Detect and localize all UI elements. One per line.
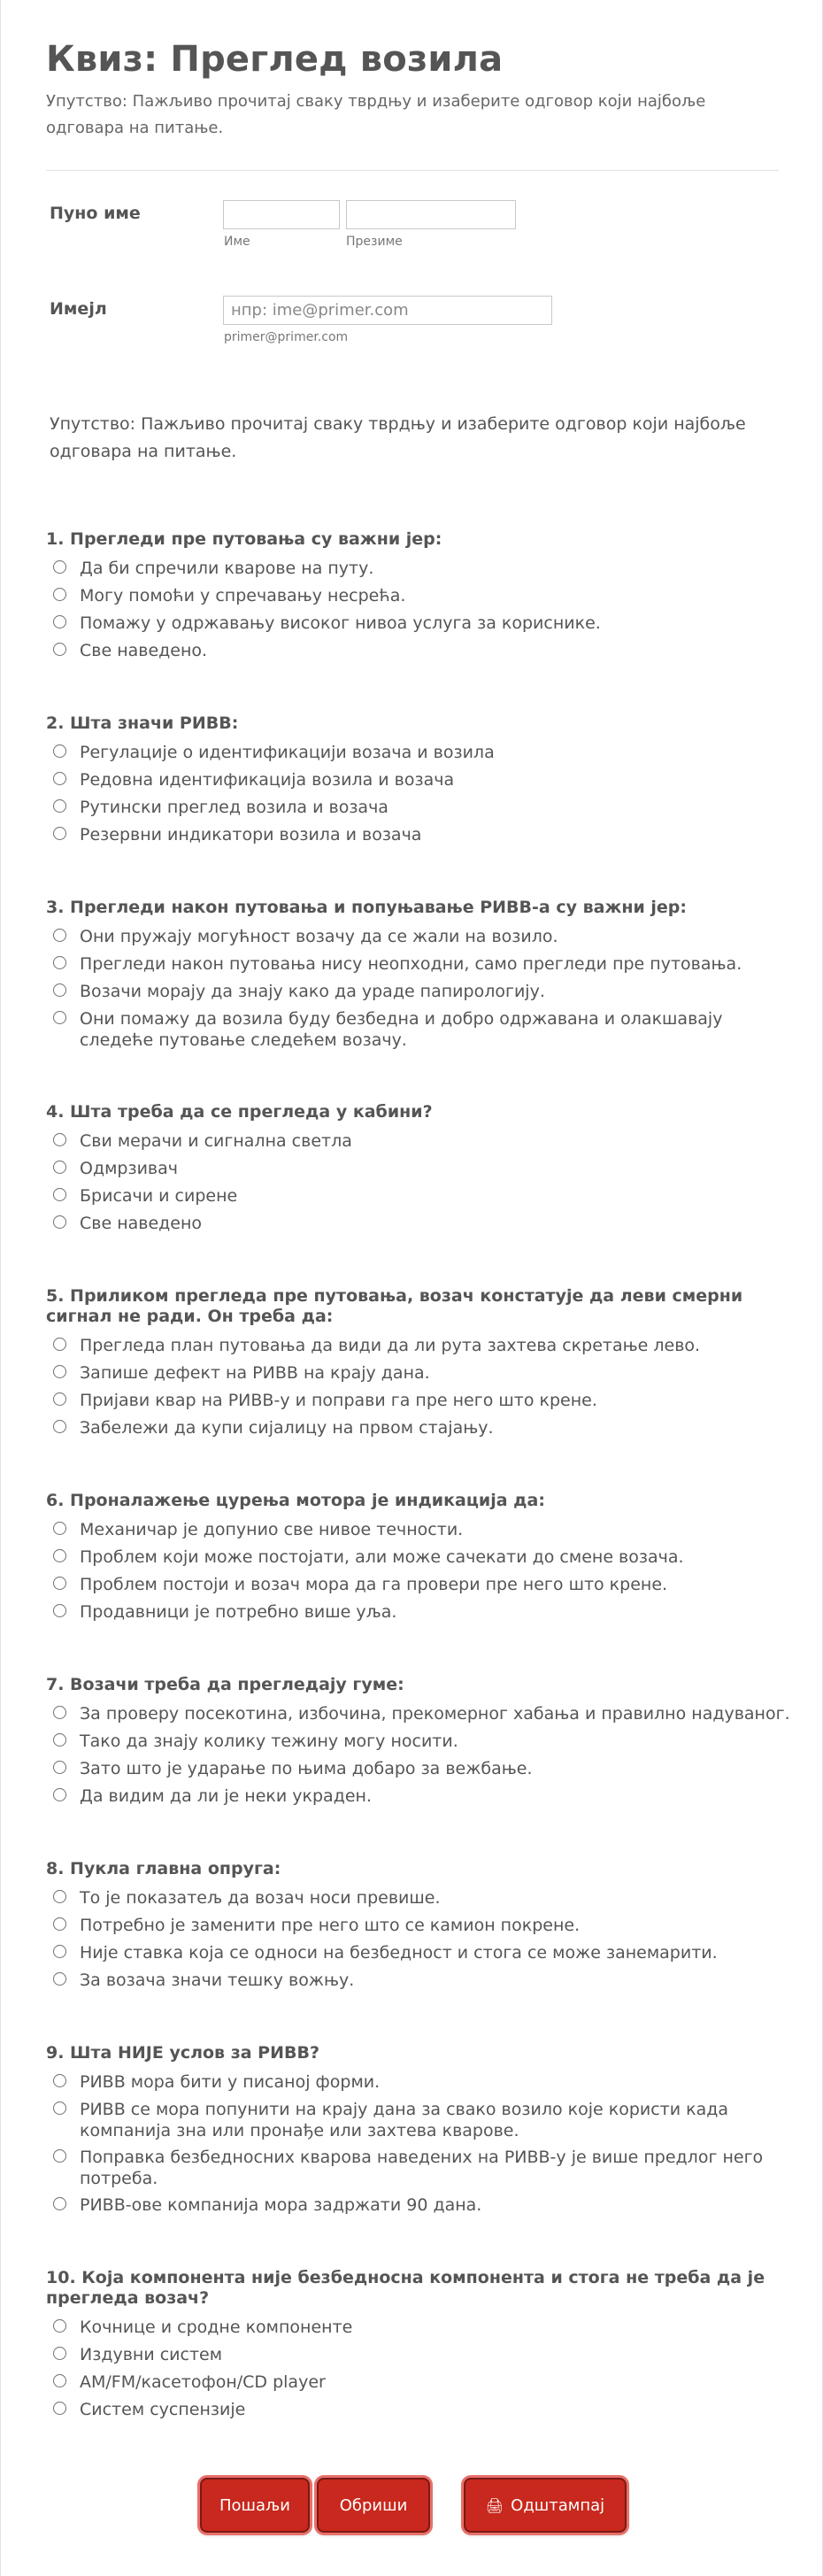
option-label: РИВВ се мора попунити на крају дана за свако возило које користи када компанија зна или пронађе или захтева кварове. <box>80 2100 729 2140</box>
option-label: Брисачи и сирене <box>80 1186 238 1206</box>
answer-option[interactable] <box>53 1731 796 1752</box>
option-label: Поправка безбедносних кварова наведених на РИВВ-у је више предлог него потреба. <box>80 2148 764 2188</box>
instructions-text: Упутство: Пажљиво прочитај сваку тврдњу и изаберите одговор који најбоље одговара на питање. <box>50 414 746 461</box>
answer-option[interactable] <box>53 1574 796 1595</box>
answer-option[interactable] <box>53 1335 796 1356</box>
answer-option[interactable] <box>53 2344 796 2365</box>
radio-button[interactable] <box>53 1365 66 1378</box>
option-label: Забележи да купи сијалицу на првом стајању. <box>80 1418 494 1438</box>
answer-option[interactable] <box>53 585 796 606</box>
page-subtitle: Упутство: Пажљиво прочитај сваку тврдњу и изаберите одговор који најбоље одговара на питање. <box>46 92 706 137</box>
option-label: Све наведено <box>80 1214 203 1233</box>
first-name-sublabel: Име <box>224 235 250 249</box>
option-label: Систем суспензије <box>80 2400 246 2419</box>
answer-option[interactable] <box>53 2372 796 2393</box>
answer-option[interactable] <box>53 1417 796 1438</box>
answer-option[interactable] <box>53 1008 796 1051</box>
option-label: Механичар је допунио све нивое течности. <box>80 1520 464 1539</box>
answer-option[interactable] <box>53 2399 796 2420</box>
question-title: 4. Шта треба да се прегледа у кабини? <box>46 1102 433 1122</box>
option-label: Прегледи након путовања нису неопходни, само прегледи пре путовања. <box>80 954 742 974</box>
radio-button[interactable] <box>53 2149 66 2163</box>
option-label: Регулације о идентификацији возача и возила <box>80 743 495 762</box>
clear-button[interactable] <box>317 2478 430 2533</box>
radio-button[interactable] <box>53 1733 66 1747</box>
answer-option[interactable] <box>53 640 796 661</box>
option-label: РИВВ-ове компанија мора задржати 90 дана. <box>80 2195 482 2215</box>
option-label: Помажу у одржавању високог нивоа услуга за кориснике. <box>80 613 601 633</box>
first-name-input[interactable] <box>223 200 340 229</box>
radio-button[interactable] <box>53 1604 66 1617</box>
email-sublabel: primer@primer.com <box>224 330 349 344</box>
option-label: Могу помоћи у спречавању несрећа. <box>80 586 406 605</box>
radio-button[interactable] <box>53 1522 66 1535</box>
question-title: 10. Која компонента није безбедносна компонента и стога не треба да је прегледа возач? <box>46 2268 765 2308</box>
question-title: 3. Прегледи након путовања и попуњавање РИВВ-а су важни јер: <box>46 898 688 917</box>
answer-option[interactable] <box>53 1601 796 1623</box>
answer-option[interactable] <box>53 1185 796 1207</box>
option-label: Издувни систем <box>80 2345 223 2364</box>
radio-button[interactable] <box>53 2347 66 2360</box>
option-label: Проблем постоји и возач мора да га провери пре него што крене. <box>80 1575 668 1594</box>
radio-button[interactable] <box>53 2319 66 2333</box>
answer-option[interactable] <box>53 1703 796 1724</box>
question-title: 9. Шта НИЈЕ услов за РИВВ? <box>46 2043 319 2063</box>
answer-option[interactable] <box>53 1158 796 1179</box>
radio-button[interactable] <box>53 1133 66 1146</box>
radio-button[interactable] <box>53 2102 66 2115</box>
question-title: 7. Возачи треба да прегледају гуме: <box>46 1675 404 1694</box>
option-label: Проблем који може постојати, али може сачекати до смене возача. <box>80 1547 684 1567</box>
option-label: Кочнице и сродне компоненте <box>80 2318 353 2337</box>
radio-button[interactable] <box>53 2197 66 2210</box>
option-label: Све наведено. <box>80 641 208 660</box>
answer-option[interactable] <box>53 742 796 763</box>
radio-button[interactable] <box>53 615 66 629</box>
radio-button[interactable] <box>53 1549 66 1562</box>
answer-option[interactable] <box>53 2071 796 2093</box>
radio-button[interactable] <box>53 1706 66 1719</box>
email-label: Имејл <box>50 299 107 319</box>
submit-button-label: Пошаљи <box>219 2495 290 2515</box>
question-title: 2. Шта значи РИВВ: <box>46 713 239 733</box>
answer-option[interactable] <box>53 2317 796 2338</box>
radio-button[interactable] <box>53 1188 66 1201</box>
radio-button[interactable] <box>53 2374 66 2387</box>
answer-option[interactable] <box>53 769 796 791</box>
answer-option[interactable] <box>53 558 796 579</box>
option-label: РИВВ мора бити у писаној форми. <box>80 2072 381 2092</box>
radio-button[interactable] <box>53 2074 66 2087</box>
radio-button[interactable] <box>53 744 66 758</box>
radio-button[interactable] <box>53 1011 66 1024</box>
answer-option[interactable] <box>53 824 796 845</box>
option-label: Зато што је ударање по њима добаро за вежбање. <box>80 1759 533 1778</box>
option-label: Прегледа план путовања да види да ли рута захтева скретање лево. <box>80 1336 701 1355</box>
radio-button[interactable] <box>53 1945 66 1958</box>
option-label: Тако да знају колику тежину могу носити. <box>80 1731 458 1751</box>
option-label: Да видим да ли је неки украден. <box>80 1786 372 1806</box>
answer-option[interactable] <box>53 926 796 947</box>
answer-option[interactable] <box>53 2099 796 2141</box>
option-label: Резервни индикатори возила и возача <box>80 825 422 845</box>
question-title: 8. Пукла главна опруга: <box>46 1859 281 1878</box>
left-border <box>0 0 1 2576</box>
radio-button[interactable] <box>53 588 66 601</box>
option-label: То је показатељ да возач носи превише. <box>80 1888 441 1908</box>
answer-option[interactable] <box>53 1519 796 1540</box>
radio-button[interactable] <box>53 1420 66 1433</box>
question-title: 5. Приликом прегледа пре путовања, возач констатује да леви смерни сигнал не ради. Он треба да: <box>46 1286 743 1326</box>
header-divider <box>46 170 779 171</box>
answer-option[interactable] <box>53 953 796 975</box>
option-label: За возача значи тешку вожњу. <box>80 1971 355 1990</box>
answer-option[interactable] <box>53 981 796 1002</box>
radio-button[interactable] <box>53 1338 66 1351</box>
last-name-input[interactable] <box>346 200 516 229</box>
radio-button[interactable] <box>53 929 66 942</box>
answer-option[interactable] <box>53 1785 796 1807</box>
email-input[interactable] <box>223 296 552 325</box>
answer-option[interactable] <box>53 1887 796 1909</box>
option-label: Запише дефект на РИВВ на крају дана. <box>80 1363 430 1383</box>
answer-option[interactable] <box>53 797 796 818</box>
print-button[interactable] <box>464 2478 627 2533</box>
answer-option[interactable] <box>53 2194 796 2216</box>
radio-button[interactable] <box>53 2402 66 2415</box>
option-label: Они помажу да возила буду безбедна и добро одржавана и олакшавају следеће путовање следећем возачу. <box>80 1009 723 1050</box>
answer-option[interactable] <box>53 2147 796 2189</box>
option-label: За проверу посекотина, избочина, прекомерног хабања и правилно надуваног. <box>80 1704 790 1724</box>
answer-option[interactable] <box>53 1130 796 1152</box>
answer-option[interactable] <box>53 1390 796 1411</box>
answer-option[interactable] <box>53 1970 796 1991</box>
radio-button[interactable] <box>53 1577 66 1590</box>
option-label: Редовна идентификација возила и возача <box>80 770 455 790</box>
option-label: Одмрзивач <box>80 1159 179 1178</box>
answer-option[interactable] <box>53 1915 796 1936</box>
submit-button[interactable] <box>200 2478 310 2533</box>
radio-button[interactable] <box>53 1761 66 1774</box>
option-label: Рутински преглед возила и возача <box>80 798 388 817</box>
question-title: 1. Прегледи пре путовања су важни јер: <box>46 529 442 549</box>
radio-button[interactable] <box>53 1392 66 1406</box>
page-title: Квиз: Преглед возила <box>46 39 504 80</box>
option-label: Продавници је потребно више уља. <box>80 1602 397 1622</box>
answer-option[interactable] <box>53 1758 796 1779</box>
radio-button[interactable] <box>53 643 66 656</box>
option-label: Пријави квар на РИВВ-у и поправи га пре него што крене. <box>80 1391 597 1410</box>
radio-button[interactable] <box>53 1788 66 1801</box>
last-name-sublabel: Презиме <box>346 235 403 249</box>
full-name-label: Пуно име <box>50 204 141 223</box>
answer-option[interactable] <box>53 1213 796 1234</box>
option-label: AM/FM/касетофон/CD player <box>80 2372 326 2392</box>
printer-icon: 🖨 <box>485 2496 504 2514</box>
radio-button[interactable] <box>53 1161 66 1174</box>
radio-button[interactable] <box>53 983 66 997</box>
option-label: Сви мерачи и сигнална светла <box>80 1131 352 1151</box>
option-label: Потребно је заменити пре него што се камион покрене. <box>80 1916 581 1935</box>
answer-option[interactable] <box>53 613 796 634</box>
option-label: Да би спречили кварове на путу. <box>80 559 374 578</box>
question-title: 6. Проналажење цурења мотора је индикација да: <box>46 1491 545 1510</box>
answer-option[interactable] <box>53 1942 796 1963</box>
option-label: Возачи морају да знају како да ураде папирологију. <box>80 982 545 1001</box>
radio-button[interactable] <box>53 956 66 969</box>
radio-button[interactable] <box>53 827 66 840</box>
clear-button-label: Обриши <box>339 2495 408 2515</box>
radio-button[interactable] <box>53 799 66 813</box>
radio-button[interactable] <box>53 1215 66 1229</box>
radio-button[interactable] <box>53 772 66 785</box>
radio-button[interactable] <box>53 1917 66 1931</box>
radio-button[interactable] <box>53 560 66 574</box>
radio-button[interactable] <box>53 1890 66 1903</box>
print-button-label: Одштампај <box>511 2495 605 2515</box>
radio-button[interactable] <box>53 1972 66 1986</box>
option-label: Они пружају могућност возачу да се жали на возило. <box>80 927 558 946</box>
option-label: Није ставка која се односи на безбедност и стога се може занемарити. <box>80 1943 718 1963</box>
answer-option[interactable] <box>53 1546 796 1568</box>
answer-option[interactable] <box>53 1362 796 1384</box>
